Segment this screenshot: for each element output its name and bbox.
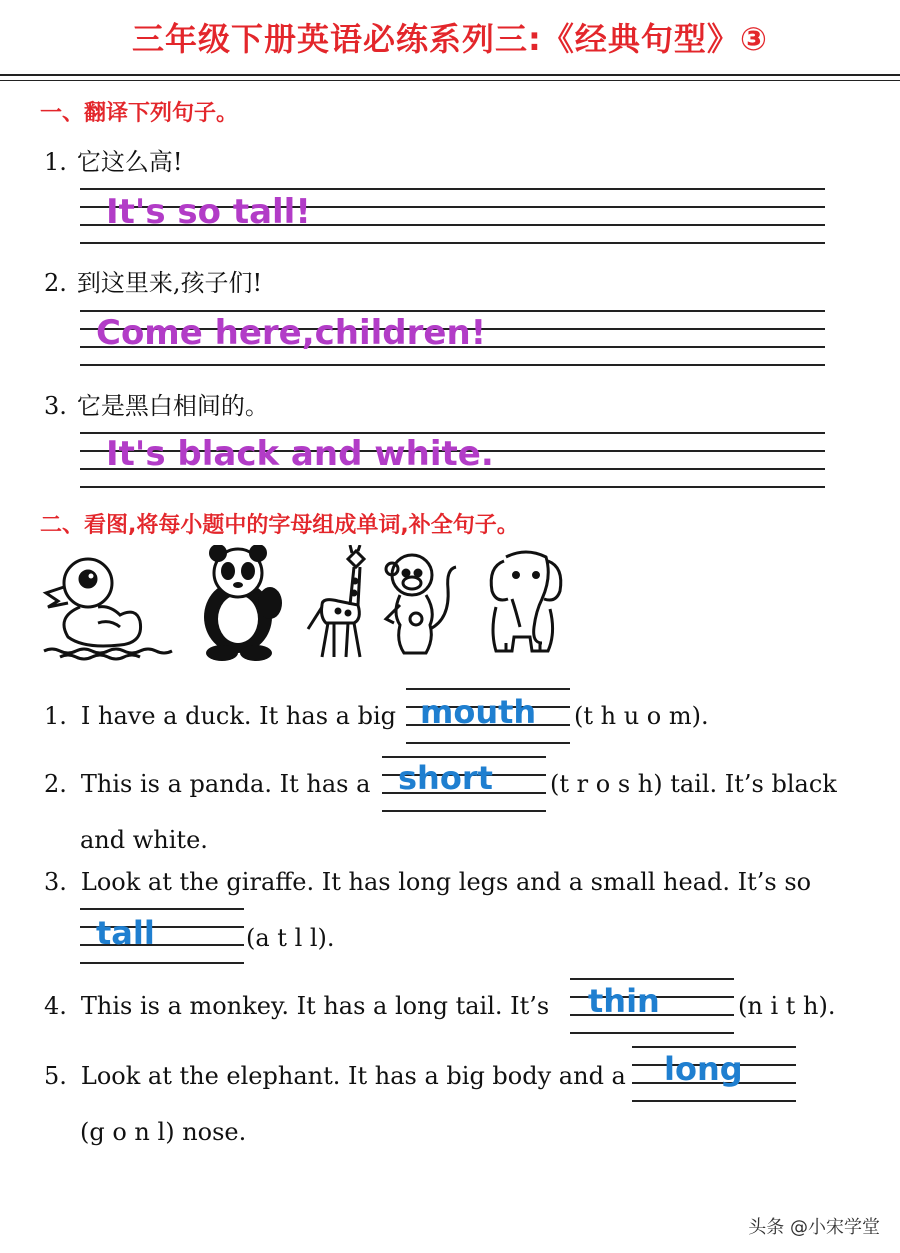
translate-question-2 <box>44 263 262 298</box>
letter-hint-5: (g o n l) nose. <box>80 1118 247 1146</box>
section1-heading: 一、翻译下列句子。 <box>40 101 239 126</box>
giraffe-icon <box>308 545 364 657</box>
translate-question-3 <box>44 386 269 421</box>
question-number: 3. <box>44 392 67 420</box>
question-text: Look at the giraffe. It has long legs and a small head. It’s so <box>80 868 812 896</box>
question-prompt: 它是黑白相间的。 <box>76 392 269 420</box>
fill-question-5 <box>44 1062 626 1090</box>
fill-question-2 <box>44 770 370 798</box>
translate-answer-2: Come here,children! <box>96 313 487 353</box>
question-number: 3. <box>44 868 67 896</box>
elephant-icon <box>491 552 561 651</box>
question-prompt: 到这里来,孩子们! <box>76 269 263 297</box>
fill-answer-3: tall <box>96 914 155 952</box>
monkey-icon <box>386 555 456 653</box>
fill-question-1 <box>44 702 396 730</box>
question-number: 1. <box>44 148 67 176</box>
question-text: This is a monkey. It has a long tail. It’s <box>80 992 550 1020</box>
fill-answer-2: short <box>398 759 493 797</box>
translate-answer-1: It's so tall! <box>106 192 311 232</box>
question-text: Look at the elephant. It has a big body and a <box>80 1062 626 1090</box>
letter-hint-4: (n i t h). <box>738 992 836 1020</box>
translate-question-1 <box>44 142 183 177</box>
question-continuation-2: and white. <box>80 826 208 854</box>
panda-icon <box>204 545 282 661</box>
fill-question-4 <box>44 992 549 1020</box>
question-number: 4. <box>44 992 67 1020</box>
question-number: 2. <box>44 269 67 297</box>
fill-answer-4: thin <box>588 982 660 1020</box>
question-number: 2. <box>44 770 67 798</box>
letter-hint-2: (t r o s h) tail. It’s black <box>550 770 837 798</box>
question-prompt: 它这么高! <box>76 148 183 176</box>
watermark: 头条 @小宋学堂 <box>748 1217 880 1238</box>
question-text: I have a duck. It has a big <box>80 702 396 730</box>
question-number: 5. <box>44 1062 67 1090</box>
letter-hint-1: (t h u o m). <box>574 702 709 730</box>
page-title: 三年级下册英语必练系列三:《经典句型》③ <box>132 20 768 58</box>
duck-icon <box>44 559 172 659</box>
question-text: This is a panda. It has a <box>80 770 371 798</box>
question-number: 1. <box>44 702 67 730</box>
section2-heading: 二、看图,将每小题中的字母组成单词,补全句子。 <box>40 513 519 538</box>
fill-question-3 <box>44 868 811 896</box>
title-rule <box>0 74 900 76</box>
letter-hint-3: (a t l l). <box>246 924 335 952</box>
title-rule-thin <box>0 80 900 81</box>
animal-pictures <box>40 545 580 663</box>
translate-answer-3: It's black and white. <box>106 434 494 474</box>
fill-answer-1: mouth <box>420 693 537 731</box>
fill-answer-5: long <box>664 1050 743 1088</box>
